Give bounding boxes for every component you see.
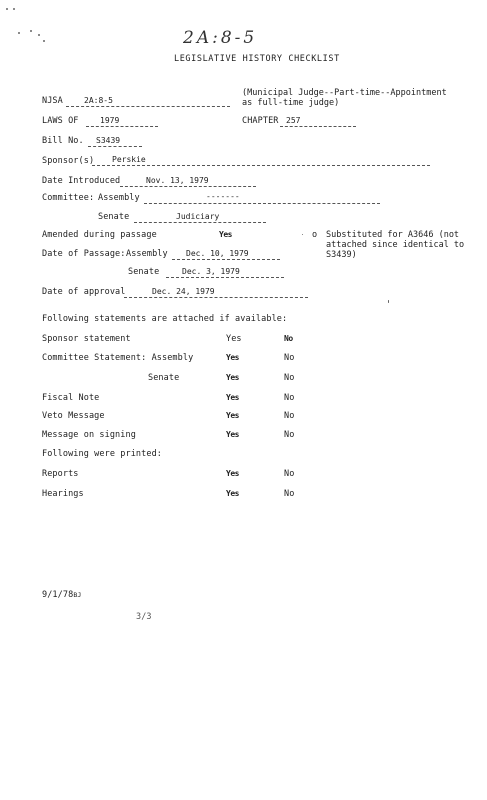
handwritten-citation: 2A:8-5 [183,28,258,48]
statement-row-no: No [284,373,295,383]
scan-speck [18,32,20,34]
chapter-label: CHAPTER [242,116,279,126]
statement-row-no: No [284,393,295,403]
bill-label: Bill No. [42,136,84,146]
statement-row-label: Senate [148,373,180,383]
committee-assembly-value: ------- [206,192,240,201]
laws-line [86,126,158,127]
approval-label: Date of approval [42,287,126,297]
approval-value: Dec. 24, 1979 [152,287,215,296]
statement-row-no: No [284,334,293,343]
passage-senate-label: Senate [128,267,160,277]
statement-row-label: Fiscal Note [42,393,100,403]
njsa-value: 2A:8-5 [84,96,113,105]
printed-row-no: No [284,489,295,499]
passage-assembly-line [172,259,280,260]
njsa-line [66,106,230,107]
passage-assembly-value: Dec. 10, 1979 [186,249,249,258]
bullet-marker: o [312,230,318,240]
statement-row-label: Veto Message [42,411,105,421]
statement-row-yes: Yes [226,373,239,382]
printed-row-no: No [284,469,295,479]
printed-row-label: Reports [42,469,79,479]
passage-senate-line [166,277,284,278]
footer-initials: BJ [73,591,82,599]
statement-row-yes: Yes [226,411,239,420]
scan-speck [388,300,389,303]
statement-row-yes: Yes [226,430,239,439]
introduced-line [120,186,256,187]
statement-row-no: No [284,430,295,440]
printed-heading: Following were printed: [42,449,163,459]
subject-description: (Municipal Judge--Part-time--Appointment as full-time judge) [242,88,447,108]
statement-row-no: No [284,411,295,421]
scan-speck [302,234,303,235]
njsa-label: NJSA [42,96,63,106]
printed-row-yes: Yes [226,489,239,498]
committee-assembly-label: Assembly [98,193,140,203]
statement-row-label: Message on signing [42,430,136,440]
printed-row-yes: Yes [226,469,239,478]
statement-row-label: Committee Statement: Assembly [42,353,194,363]
laws-value: 1979 [100,116,120,125]
committee-senate-value: Judiciary [176,212,220,221]
sponsor-value: Perskie [112,155,146,164]
statement-row-yes: Yes [226,353,239,362]
chapter-value: 257 [286,116,301,125]
printed-row-label: Hearings [42,489,84,499]
amended-label: Amended during passage [42,230,157,240]
statement-row-yes: Yes [226,334,242,344]
scan-speck [30,30,32,32]
bill-line [88,146,142,147]
laws-label: LAWS OF [42,116,79,126]
committee-assembly-line [144,203,380,204]
introduced-value: Nov. 13, 1979 [146,176,209,185]
passage-senate-value: Dec. 3, 1979 [182,267,240,276]
bill-value: S3439 [96,136,121,145]
footer-date-text: 9/1/78 [42,590,74,600]
scan-speck [38,34,40,36]
footer-mark: 3/3 [136,612,152,622]
sponsor-line [92,165,430,166]
statement-row-no: No [284,353,295,363]
scan-speck [43,40,45,42]
scan-speck [13,8,15,10]
page-title: LEGISLATIVE HISTORY CHECKLIST [174,54,340,64]
approval-line [124,297,308,298]
introduced-label: Date Introduced [42,176,121,186]
statements-heading: Following statements are attached if available: [42,314,288,324]
substituted-note: Substituted for A3646 (not attached since identical to S3439) [326,230,465,260]
footer-date [42,590,81,600]
sponsor-label: Sponsor(s) [42,156,95,166]
committee-label: Committee: [42,193,95,203]
statement-row-label: Sponsor statement [42,334,131,344]
scan-speck [6,8,8,10]
passage-label: Date of Passage: [42,249,126,259]
passage-assembly-label: Assembly [126,249,168,259]
statement-row-yes: Yes [226,393,239,402]
committee-senate-line [134,222,266,223]
committee-senate-label: Senate [98,212,130,222]
amended-value: Yes [219,230,232,239]
chapter-line [280,126,356,127]
